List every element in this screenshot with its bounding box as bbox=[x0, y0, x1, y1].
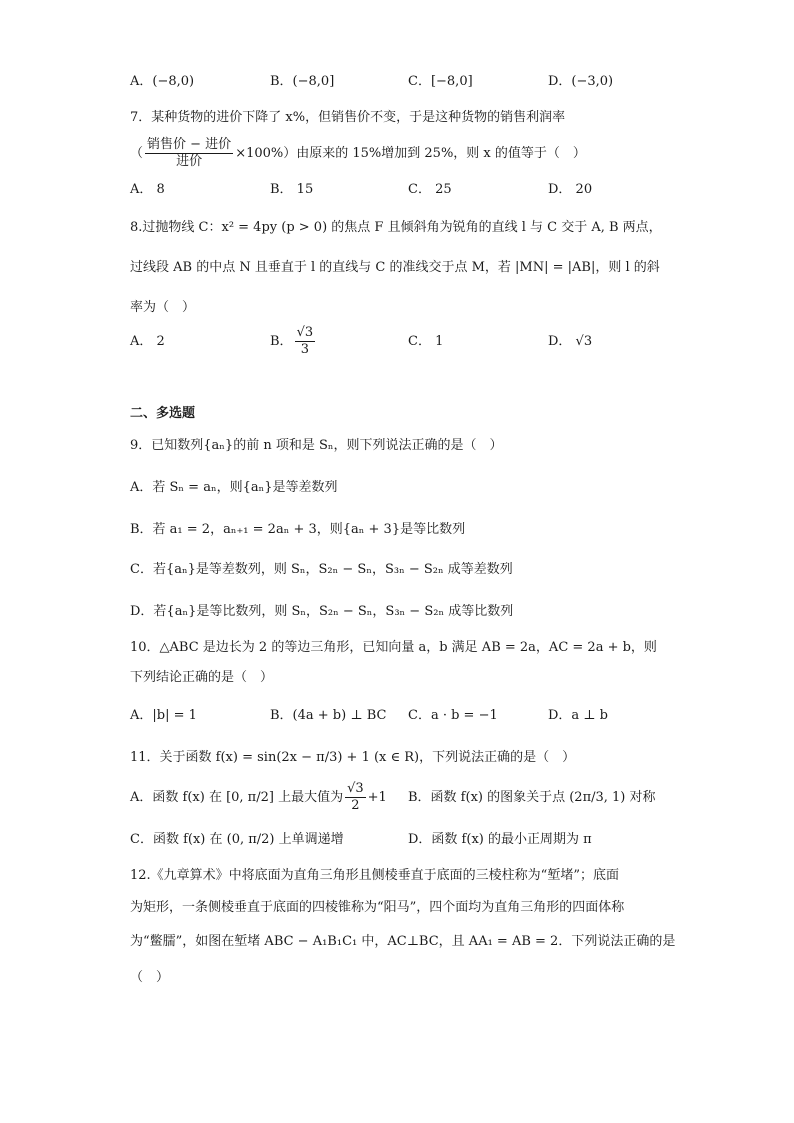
q9-option-c: C．若{aₙ}是等差数列，则 Sₙ，S₂ₙ − Sₙ，S₃ₙ − S₂ₙ 成等差数列 bbox=[130, 562, 513, 577]
q8-option-b-numerator: √3 bbox=[296, 325, 314, 340]
q7-option-c: C． 25 bbox=[408, 182, 452, 197]
q11-option-b: B．函数 f(x) 的图象关于点 (2π/3, 1) 对称 bbox=[408, 790, 656, 805]
q7-option-d: D． 20 bbox=[548, 182, 593, 197]
q9-option-d: D．若{aₙ}是等比数列，则 Sₙ，S₂ₙ − Sₙ，S₃ₙ − S₂ₙ 成等比数列 bbox=[130, 604, 514, 619]
q10-option-c: C．a · b = −1 bbox=[408, 708, 498, 723]
q7-stem-line1: 7．某种货物的进价下降了 x%，但销售价不变，于是这种货物的销售利润率 bbox=[130, 110, 566, 125]
q6-option-b: B．(−8,0] bbox=[270, 74, 335, 89]
q8-stem-line3: 率为（ ） bbox=[130, 300, 196, 315]
q9-stem: 9．已知数列{aₙ}的前 n 项和是 Sₙ，则下列说法正确的是（ ） bbox=[130, 438, 503, 453]
q12-stem-line3: 为“鳖臑”，如图在堑堵 ABC − A₁B₁C₁ 中，AC⊥BC，且 AA₁ = AB = 2．下列说法正确的是 bbox=[130, 934, 676, 949]
q8-option-b bbox=[270, 322, 317, 362]
q7-profit-fraction bbox=[145, 137, 233, 170]
q11-option-a-text: A．函数 f(x) 在 [0, π/2] 上最大值为 bbox=[130, 790, 344, 805]
q12-stem-line2: 为矩形，一条侧棱垂直于底面的四棱锥称为“阳马”，四个面均为直角三角形的四面体称 bbox=[130, 900, 625, 915]
q8-option-b-fraction bbox=[295, 325, 316, 358]
q7-option-b: B． 15 bbox=[270, 182, 314, 197]
q12-stem-line4: （ ） bbox=[130, 970, 170, 985]
q7-option-a: A． 8 bbox=[130, 182, 165, 197]
q7-fraction-numerator: 销售价 − 进价 bbox=[147, 137, 232, 152]
q8-option-b-denominator: 3 bbox=[300, 342, 309, 357]
q8-option-c: C． 1 bbox=[408, 334, 444, 349]
q11-option-a-fraction bbox=[345, 781, 366, 814]
section-title-multiple-choice: 二、多选题 bbox=[130, 406, 196, 421]
q9-option-b: B．若 a₁ = 2，aₙ₊₁ = 2aₙ + 3，则{aₙ + 3}是等比数列 bbox=[130, 522, 466, 537]
q11-option-d: D．函数 f(x) 的最小正周期为 π bbox=[408, 832, 592, 847]
q11-option-a-denominator: 2 bbox=[351, 798, 360, 813]
q9-option-a: A．若 Sₙ = aₙ，则{aₙ}是等差数列 bbox=[130, 480, 338, 495]
q11-option-a-tail: +1 bbox=[367, 790, 387, 805]
q8-option-b-label: B． bbox=[270, 334, 293, 349]
q10-option-d: D．a ⊥ b bbox=[548, 708, 608, 723]
q6-option-c: C．[−8,0] bbox=[408, 74, 473, 89]
q6-option-a: A．(−8,0) bbox=[130, 74, 195, 89]
q11-option-c: C．函数 f(x) 在 (0, π/2) 上单调递增 bbox=[130, 832, 344, 847]
q10-stem-line2: 下列结论正确的是（ ） bbox=[130, 670, 274, 685]
q12-stem-line1: 12.《九章算术》中将底面为直角三角形且侧棱垂直于底面的三棱柱称为“堑堵”；底面 bbox=[130, 868, 619, 883]
q11-option-a-numerator: √3 bbox=[347, 781, 364, 796]
q7-paren-open: （ bbox=[130, 146, 144, 161]
q11-option-a bbox=[130, 780, 387, 816]
q7-stem-rest: ×100%）由原来的 15%增加到 25%，则 x 的值等于（ ） bbox=[235, 146, 586, 161]
q7-stem-line2 bbox=[130, 136, 586, 172]
q6-option-d: D．(−3,0) bbox=[548, 74, 614, 89]
q10-option-b: B．(4a + b) ⊥ BC bbox=[270, 708, 387, 723]
q10-option-a: A．|b| = 1 bbox=[130, 708, 197, 723]
q11-stem: 11．关于函数 f(x) = sin(2x − π/3) + 1 (x ∈ R)，下列说法正确的是（ ） bbox=[130, 750, 576, 765]
q8-option-a: A． 2 bbox=[130, 334, 165, 349]
q7-fraction-denominator: 进价 bbox=[176, 154, 203, 169]
q8-stem-line2: 过线段 AB 的中点 N 且垂直于 l 的直线与 C 的准线交于点 M，若 |MN| = |AB|，则 l 的斜 bbox=[130, 260, 660, 275]
q8-option-d: D． √3 bbox=[548, 334, 593, 349]
q8-stem-line1: 8.过抛物线 C：x² = 4py (p > 0) 的焦点 F 且倾斜角为锐角的直线 l 与 C 交于 A, B 两点， bbox=[130, 220, 662, 235]
q10-stem-line1: 10．△ABC 是边长为 2 的等边三角形，已知向量 a，b 满足 AB = 2a，AC = 2a + b，则 bbox=[130, 640, 657, 655]
